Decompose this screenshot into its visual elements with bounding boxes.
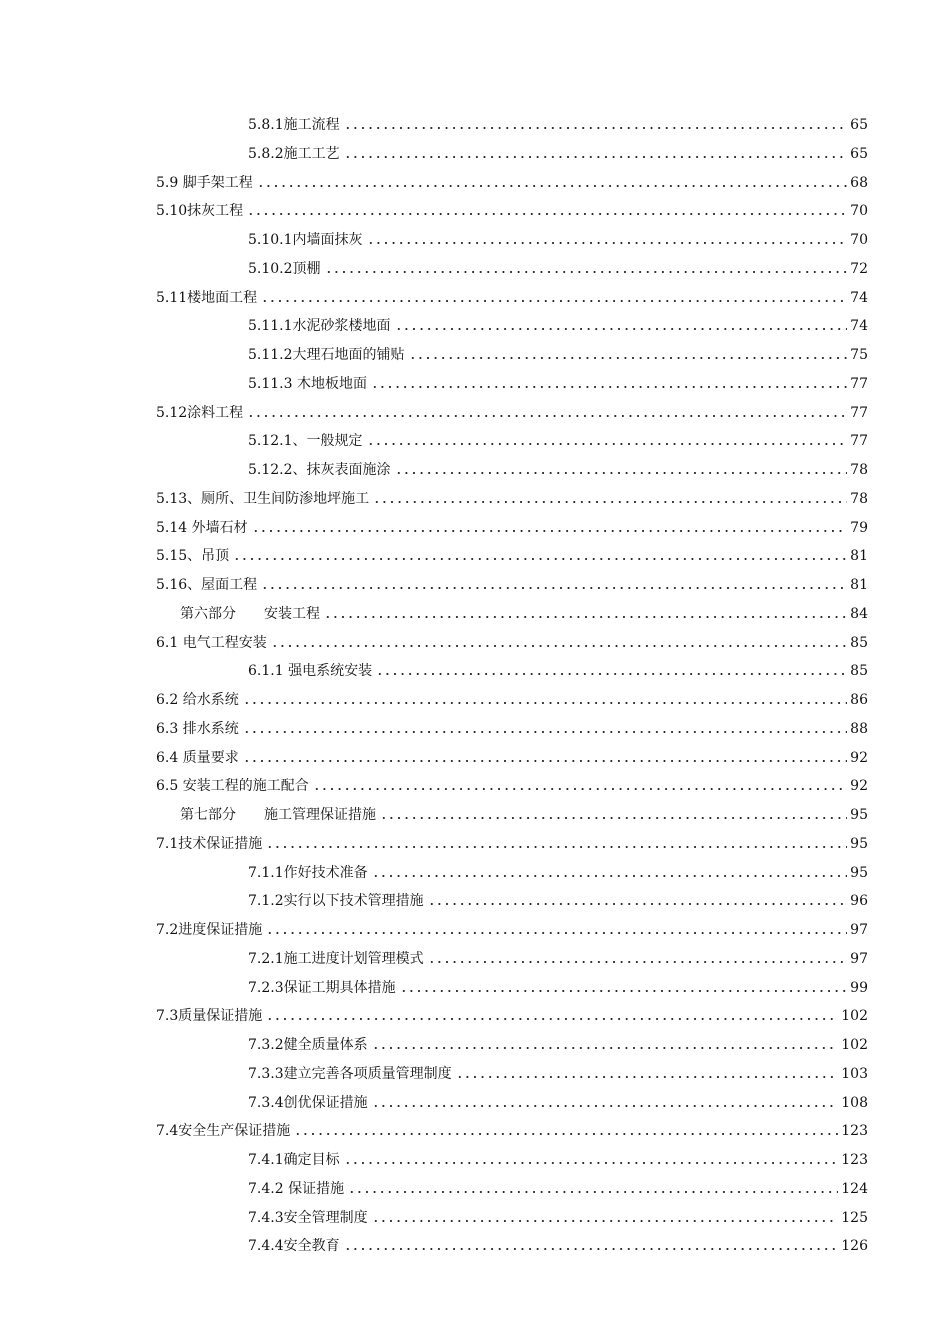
toc-leader-dots [324,615,847,619]
toc-entry-title: 6.3 排水系统 [156,720,239,737]
toc-entry-page-number: 88 [850,720,868,737]
toc-entry[interactable] [156,572,868,594]
toc-leader-dots [348,1190,838,1194]
toc-leader-dots [261,299,847,303]
toc-leader-dots [325,270,848,274]
toc-entry-page-number: 84 [850,605,868,622]
toc-entry-title: 5.11楼地面工程 [156,289,258,306]
toc-leader-dots [373,500,847,504]
toc-entry-page-number: 81 [850,577,868,593]
toc-entry[interactable] [248,1205,868,1227]
toc-entry-page-number: 78 [850,490,868,507]
toc-entry[interactable] [156,543,868,565]
toc-leader-dots [266,845,847,849]
toc-leader-dots [266,931,847,935]
toc-entry-page-number: 95 [850,864,868,881]
toc-entry[interactable] [248,1176,868,1198]
toc-entry[interactable] [248,428,868,450]
toc-entry-page-number: 126 [841,1238,868,1255]
toc-entry-title: 7.3.2健全质量体系 [248,1037,368,1053]
toc-entry-title: 5.10抹灰工程 [156,203,244,220]
toc-entry[interactable] [248,112,868,134]
toc-entry-page-number: 95 [850,807,868,823]
toc-entry-title: 第七部分 施工管理保证措施 [180,807,376,823]
toc-entry[interactable] [156,831,868,853]
toc-leader-dots [313,787,847,791]
toc-entry[interactable] [180,802,868,824]
toc-entry-title: 5.12涂料工程 [156,404,244,421]
toc-entry[interactable] [248,141,868,163]
toc-entry-page-number: 97 [850,950,868,967]
toc-entry-page-number: 74 [850,289,868,306]
toc-entry[interactable] [248,342,868,364]
toc-entry-title: 7.1技术保证措施 [156,835,263,852]
toc-entry-title: 6.4 质量要求 [156,749,239,766]
toc-entry-page-number: 99 [850,979,868,996]
toc-entry-title: 5.11.2大理石地面的铺贴 [248,347,405,363]
toc-entry-title: 5.11.3 木地板地面 [248,375,367,392]
toc-entry-title: 7.2.1施工进度计划管理模式 [248,950,424,967]
toc-leader-dots [372,874,848,878]
toc-entry-title: 5.12.2、抹灰表面施涂 [248,462,391,478]
toc-entry-page-number: 92 [850,749,868,766]
toc-leader-dots [344,126,848,130]
toc-entry[interactable] [180,601,868,623]
toc-entry-title: 7.3.4创优保证措施 [248,1094,368,1111]
toc-entry[interactable] [156,515,868,537]
toc-entry-page-number: 72 [850,260,868,277]
toc-entry-page-number: 102 [841,1008,868,1025]
toc-entry-page-number: 97 [850,922,868,938]
toc-entry-page-number: 95 [850,835,868,852]
toc-entry-page-number: 70 [850,203,868,220]
toc-leader-dots [252,529,848,533]
toc-entry-page-number: 77 [850,433,868,450]
toc-entry-page-number: 123 [841,1123,868,1140]
toc-entry-title: 7.4.4安全教育 [248,1238,340,1255]
toc-entry[interactable] [248,371,868,393]
toc-entry-page-number: 65 [850,145,868,162]
toc-leader-dots [380,816,847,820]
toc-entry[interactable] [248,975,868,997]
toc-entry[interactable] [248,860,868,882]
toc-entry-title: 5.14 外墙石材 [156,519,248,536]
toc-entry-title: 7.2进度保证措施 [156,922,263,938]
toc-entry[interactable] [156,285,868,307]
toc-entry-title: 6.5 安装工程的施工配合 [156,778,309,795]
toc-entry-title: 5.9 脚手架工程 [156,174,253,191]
toc-leader-dots [376,672,847,676]
toc-entry[interactable] [156,486,868,508]
toc-entry-title: 5.10.2顶棚 [248,260,321,277]
toc-leader-dots [344,155,848,159]
toc-entry-page-number: 77 [850,375,868,392]
toc-entry-title: 第六部分 安装工程 [180,605,320,622]
toc-leader-dots [243,730,847,734]
toc-leader-dots [247,212,847,216]
toc-entry-title: 5.8.2施工工艺 [248,145,340,162]
toc-entry-page-number: 68 [850,174,868,191]
toc-leader-dots [428,902,848,906]
toc-entry-title: 5.13、厕所、卫生间防渗地坪施工 [156,490,370,507]
toc-entry-title: 7.3.3建立完善各项质量管理制度 [248,1065,452,1082]
toc-entry-title: 5.12.1、一般规定 [248,433,363,450]
toc-entry[interactable] [248,227,868,249]
toc-leader-dots [372,1046,839,1050]
toc-leader-dots [257,184,847,188]
toc-leader-dots [409,356,848,360]
toc-entry[interactable] [156,745,868,767]
toc-leader-dots [261,586,847,590]
toc-leader-dots [233,557,847,561]
toc-entry-title: 5.8.1施工流程 [248,117,340,133]
toc-leader-dots [243,701,847,705]
toc-entry-page-number: 79 [850,519,868,536]
toc-leader-dots [243,759,847,763]
toc-leader-dots [271,644,847,648]
toc-entry-page-number: 108 [841,1094,868,1111]
toc-leader-dots [372,1219,839,1223]
toc-entry-title: 5.10.1内墙面抹灰 [248,232,363,248]
toc-entry-page-number: 92 [850,778,868,795]
toc-leader-dots [294,1132,838,1136]
toc-entry[interactable] [248,1032,868,1054]
toc-entry-title: 7.4.3安全管理制度 [248,1209,368,1226]
toc-entry-page-number: 124 [841,1180,868,1197]
toc-entry-title: 5.15、吊顶 [156,548,230,565]
toc-entry-page-number: 70 [850,232,868,248]
toc-leader-dots [344,1161,839,1165]
toc-leader-dots [266,1017,838,1021]
toc-entry-page-number: 86 [850,692,868,708]
toc-entry-page-number: 125 [841,1209,868,1226]
toc-leader-dots [371,385,847,389]
toc-entry[interactable] [156,630,868,652]
toc-entry-title: 7.4安全生产保证措施 [156,1123,291,1140]
toc-entry-title: 7.3质量保证措施 [156,1008,263,1025]
toc-entry-page-number: 102 [841,1037,868,1053]
toc-entry-page-number: 75 [850,347,868,363]
toc-entry-title: 6.1 电气工程安装 [156,634,267,651]
toc-leader-dots [344,1247,839,1251]
toc-entry[interactable] [248,1090,868,1112]
toc-entry[interactable] [156,716,868,738]
toc-entry[interactable] [248,946,868,968]
toc-entry-page-number: 85 [850,634,868,651]
toc-entry[interactable] [248,888,868,910]
toc-entry[interactable] [156,1118,868,1140]
toc-entry-page-number: 78 [850,462,868,478]
toc-leader-dots [395,327,848,331]
toc-entry[interactable] [156,170,868,192]
toc-entry-title: 7.1.1作好技术准备 [248,864,368,881]
toc-entry-title: 7.4.2 保证措施 [248,1180,345,1197]
toc-leader-dots [395,471,848,475]
toc-entry-title: 6.1.1 强电系统安装 [248,663,373,680]
toc-leader-dots [247,414,847,418]
toc-entry[interactable] [156,917,868,939]
toc-entry[interactable] [156,1003,868,1025]
toc-leader-dots [456,1075,839,1079]
toc-leader-dots [372,1104,839,1108]
toc-entry-title: 7.1.2实行以下技术管理措施 [248,893,424,910]
toc-leader-dots [400,989,848,993]
toc-entry[interactable] [248,457,868,479]
toc-leader-dots [367,241,848,245]
toc-entry-page-number: 65 [850,117,868,133]
toc-entry-page-number: 81 [850,548,868,565]
toc-entry[interactable] [156,400,868,422]
toc-entry-title: 6.2 给水系统 [156,692,239,708]
toc-entry[interactable] [248,1233,868,1255]
toc-entry[interactable] [156,198,868,220]
toc-entry-title: 7.2.3保证工期具体措施 [248,979,396,996]
toc-entry-page-number: 103 [841,1065,868,1082]
toc-entry-page-number: 85 [850,663,868,680]
toc-entry[interactable] [248,658,868,680]
toc-entry[interactable] [248,1061,868,1083]
toc-entry[interactable] [248,313,868,335]
toc-entry[interactable] [248,1147,868,1169]
toc-entry-page-number: 123 [841,1152,868,1168]
toc-entry-title: 5.16、屋面工程 [156,577,258,593]
toc-entry-page-number: 77 [850,404,868,421]
toc-leader-dots [428,960,848,964]
toc-entry-title: 7.4.1确定目标 [248,1152,340,1168]
toc-entry-page-number: 74 [850,318,868,335]
toc-entry[interactable] [156,773,868,795]
toc-entry-page-number: 96 [850,893,868,910]
toc-entry-title: 5.11.1水泥砂浆楼地面 [248,318,391,335]
toc-entry[interactable] [248,256,868,278]
toc-entry[interactable] [156,687,868,709]
toc-leader-dots [367,442,848,446]
